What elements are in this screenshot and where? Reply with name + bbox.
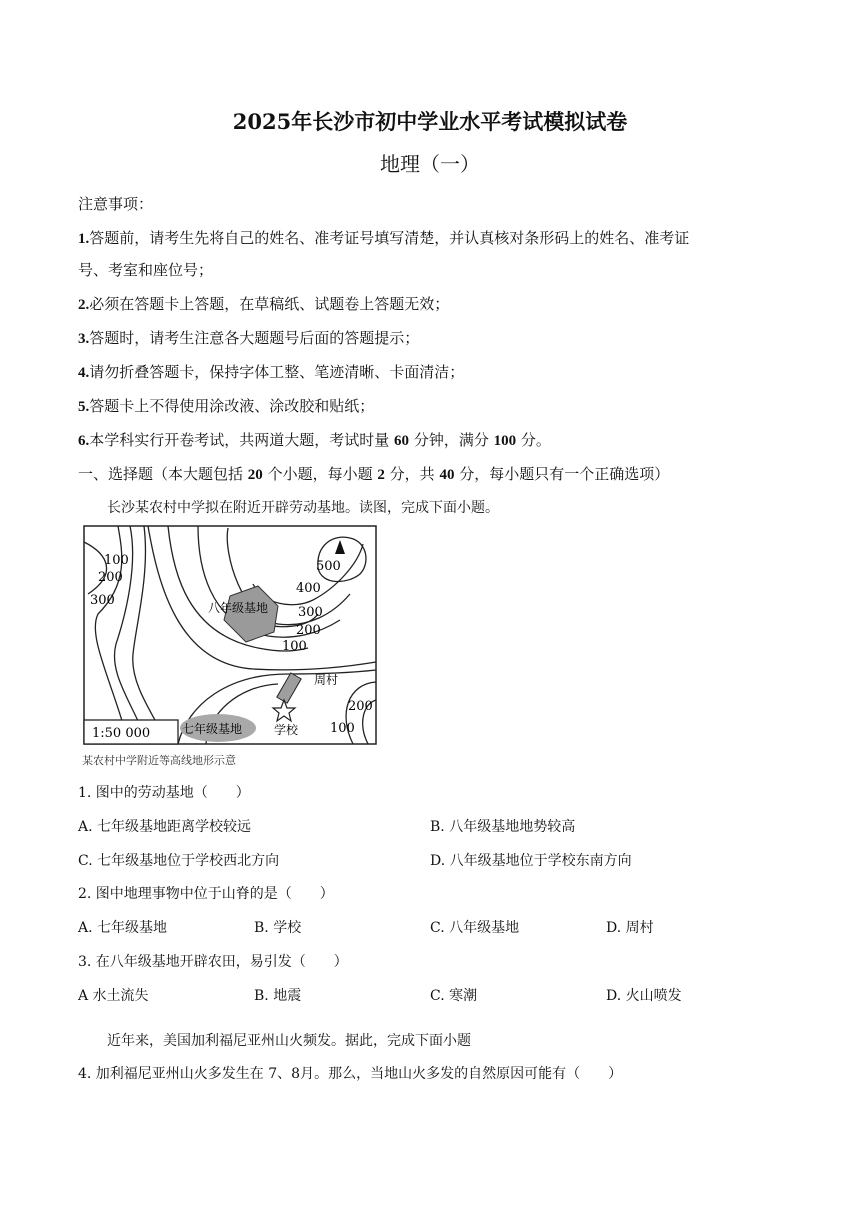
option-3d: D. 火山喷发 [606,988,682,1004]
option-1d: D. 八年级基地位于学校东南方向 [430,853,632,869]
option-2b: B. 学校 [254,920,302,936]
note-item-3: 3.答题时，请考生注意各大题题号后面的答题提示； [78,329,420,347]
intro-text-1: 长沙某农村中学拟在附近开辟劳动基地。读图，完成下面小题。 [107,500,499,516]
note-item-2: 2.必须在答题卡上答题，在草稿纸、试题卷上答题无效； [78,295,450,313]
notes-heading: 注意事项： [78,195,154,213]
note-item-1-cont: 号、考室和座位号； [78,261,214,279]
north-arrow-icon [335,540,345,554]
option-2d: D. 周村 [606,920,654,936]
option-3c: C. 寒潮 [430,988,478,1004]
question-1: 1. 图中的劳动基地（ ） [78,785,250,801]
note-item-1: 1.答题前，请考生先将自己的姓名、准考证号填写清楚，并认真核对条形码上的姓名、准考证 [78,229,690,247]
section-heading: 一、选择题（本大题包括 20 个小题，每小题 2 分，共 40 分，每小题只有一个正确选项） [78,465,670,483]
page-title: 2025年长沙市初中学业水平考试模拟试卷 [232,109,628,134]
option-1b: B. 八年级基地地势较高 [430,819,576,835]
note-item-4: 4.请勿折叠答题卡，保持字体工整、笔迹清晰、卡面清洁； [78,363,465,381]
contour-label: 200 [296,623,321,638]
contour-label: 100 [330,721,355,736]
note-item-5: 5.答题卡上不得使用涂改液、涂改胶和贴纸； [78,397,375,415]
contour-label: 500 [316,559,341,574]
option-2a: A. 七年级基地 [78,920,168,936]
page-subtitle: 地理（一） [380,152,480,176]
village-label: 周村 [314,673,339,687]
note-item-6: 6.本学科实行开卷考试，共两道大题，考试时量 60 分钟，满分 100 分。 [78,431,551,449]
school-star-icon [273,700,295,721]
question-2: 2. 图中地理事物中位于山脊的是（ ） [78,886,334,902]
question-4: 4. 加利福尼亚州山火多发生在 7、8月。那么，当地山火多发的自然原因可能有（ ） [78,1066,623,1082]
contour-label: 300 [298,605,323,620]
contour-label: 200 [98,570,123,585]
map-scale: 1:50 000 [92,726,151,741]
base8-label: 八年级基地 [208,601,269,615]
option-2c: C. 八年级基地 [430,920,520,936]
option-1c: C. 七年级基地位于学校西北方向 [78,853,280,869]
base7-label: 七年级基地 [182,722,243,736]
question-3: 3. 在八年级基地开辟农田，易引发（ ） [78,954,348,970]
school-label: 学校 [274,723,299,737]
option-3b: B. 地震 [254,988,302,1004]
contour-label: 100 [282,639,307,654]
option-3a: A 水土流失 [78,988,149,1004]
contour-label: 100 [104,553,129,568]
contour-label: 400 [296,581,321,596]
option-1a: A. 七年级基地距离学校较远 [78,819,252,835]
village-shape [277,673,301,703]
contour-label: 200 [348,699,373,714]
contour-label: 300 [90,593,115,608]
contour-map [78,524,382,772]
map-caption: 某农村中学附近等高线地形示意 [82,754,236,767]
intro-text-2: 近年来，美国加利福尼亚州山火频发。据此，完成下面小题 [107,1033,471,1049]
